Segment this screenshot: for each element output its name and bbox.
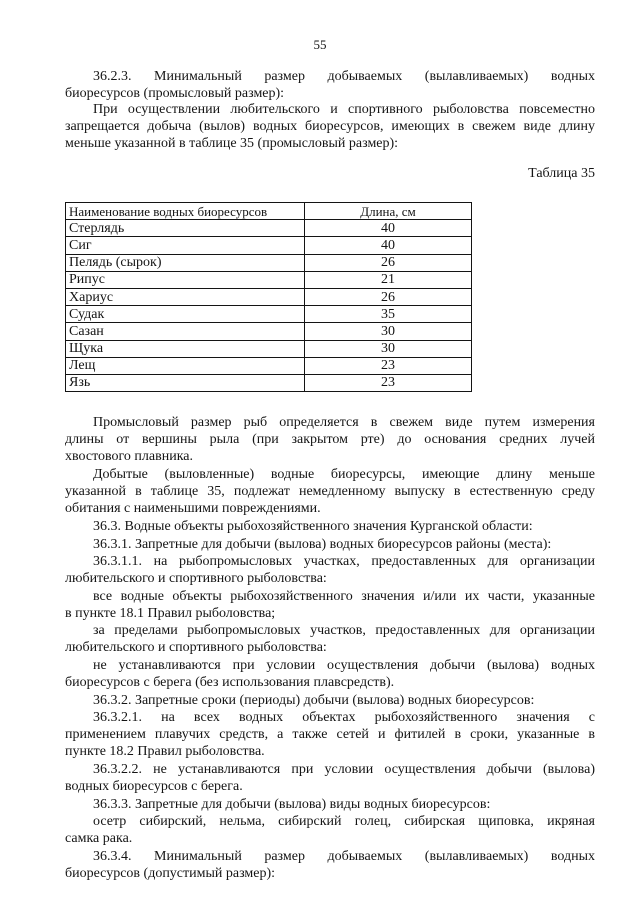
- section-36-3-4-line1: 36.3.4. Минимальный размер добываемых (вылавливаемых) водных: [93, 849, 595, 864]
- section-36-3-3: 36.3.3. Запретные для добычи (вылова) виды водных биоресурсов:: [93, 797, 491, 812]
- fish-length: 23: [305, 374, 472, 391]
- section-36-2-3-line2: биоресурсов (промысловый размер):: [65, 86, 285, 101]
- intro-line2: запрещается добыча (вылов) водных биоресурсов, имеющих в свежем виде длину: [65, 119, 595, 134]
- page-number: 55: [313, 37, 327, 52]
- not-set-shore-line2: биоресурсов с берега (без использования плавсредств).: [65, 675, 395, 690]
- fish-name: Пелядь (сырок): [66, 254, 305, 271]
- outside-line1: за пределами рыбопромысловых участков, предоставленных для организации: [93, 623, 595, 638]
- section-36-3-2-1-line2: применением плавучих средств, а также сетей и фитилей в сроки, указанные в: [65, 727, 595, 742]
- not-set-shore-line1: не устанавливаются при условии осуществления добычи (вылова) водных: [93, 658, 595, 673]
- table-row: [66, 271, 472, 288]
- release-line2: указанной в таблице 35, подлежат немедленному выпуску в естественную среду: [65, 484, 595, 499]
- release-line1: Добытые (выловленные) водные биоресурсы, имеющие длину меньше: [93, 467, 595, 482]
- outside-line2: любительского и спортивного рыболовства:: [65, 640, 327, 655]
- fish-length: 26: [305, 288, 472, 305]
- fish-name: Лещ: [66, 357, 305, 374]
- fish-size-table: [65, 202, 472, 392]
- table-header-row: [66, 203, 472, 220]
- fish-length: 30: [305, 340, 472, 357]
- section-36-3-2-2-line1: 36.3.2.2. не устанавливаются при условии осуществления добычи (вылова): [93, 762, 595, 777]
- section-36-3: 36.3. Водные объекты рыбохозяйственного значения Курганской области:: [93, 519, 533, 534]
- section-36-3-1-1-line1: 36.3.1.1. на рыбопромысловых участках, предоставленных для организации: [93, 554, 595, 569]
- section-36-3-2-1-line3: пункте 18.2 Правил рыболовства.: [65, 744, 265, 759]
- section-36-3-4-line2: биоресурсов (допустимый размер):: [65, 866, 276, 881]
- all-objects-line1: все водные объекты рыбохозяйственного значения и/или их части, указанные: [93, 589, 595, 604]
- table-row: [66, 374, 472, 391]
- fish-name: Хариус: [66, 288, 305, 305]
- table-caption: Таблица 35: [528, 166, 595, 181]
- measure-line2: длины от вершины рыла (при закрытом рте) до основания средних лучей: [65, 432, 595, 447]
- table-row: [66, 340, 472, 357]
- species-line2: самка рака.: [65, 831, 133, 846]
- fish-name: Рипус: [66, 271, 305, 288]
- header-name: Наименование водных биоресурсов: [66, 203, 305, 220]
- section-36-3-2: 36.3.2. Запретные сроки (периоды) добычи (вылова) водных биоресурсов:: [93, 693, 535, 708]
- species-line1: осетр сибирский, нельма, сибирский голец, сибирская щиповка, икряная: [93, 814, 595, 829]
- fish-length: 26: [305, 254, 472, 271]
- release-line3: обитания с наименьшими повреждениями.: [65, 501, 321, 516]
- fish-length: 40: [305, 237, 472, 254]
- measure-line3: хвостового плавника.: [65, 449, 194, 464]
- fish-name: Сазан: [66, 323, 305, 340]
- fish-name: Язь: [66, 374, 305, 391]
- all-objects-line2: в пункте 18.1 Правил рыболовства;: [65, 606, 276, 621]
- fish-name: Стерлядь: [66, 220, 305, 237]
- table-row: [66, 306, 472, 323]
- fish-name: Судак: [66, 306, 305, 323]
- intro-line1: При осуществлении любительского и спортивного рыболовства повсеместно: [93, 102, 595, 117]
- section-36-3-1: 36.3.1. Запретные для добычи (вылова) водных биоресурсов районы (места):: [93, 537, 552, 552]
- table-row: [66, 357, 472, 374]
- measure-line1: Промысловый размер рыб определяется в свежем виде путем измерения: [93, 415, 595, 430]
- fish-name: Сиг: [66, 237, 305, 254]
- table-row: [66, 220, 472, 237]
- fish-length: 40: [305, 220, 472, 237]
- section-36-3-2-2-line2: водных биоресурсов с берега.: [65, 779, 243, 794]
- header-length: Длина, см: [305, 203, 472, 220]
- table-row: [66, 254, 472, 271]
- section-36-3-1-1-line2: любительского и спортивного рыболовства:: [65, 571, 327, 586]
- section-36-3-2-1-line1: 36.3.2.1. на всех водных объектах рыбохозяйственного значения с: [93, 710, 595, 725]
- fish-length: 21: [305, 271, 472, 288]
- fish-length: 30: [305, 323, 472, 340]
- section-36-2-3-line1: 36.2.3. Минимальный размер добываемых (вылавливаемых) водных: [93, 69, 595, 84]
- intro-line3: меньше указанной в таблице 35 (промысловый размер):: [65, 136, 399, 151]
- table-row: [66, 237, 472, 254]
- fish-name: Щука: [66, 340, 305, 357]
- fish-length: 35: [305, 306, 472, 323]
- table-row: [66, 288, 472, 305]
- fish-length: 23: [305, 357, 472, 374]
- table-row: [66, 323, 472, 340]
